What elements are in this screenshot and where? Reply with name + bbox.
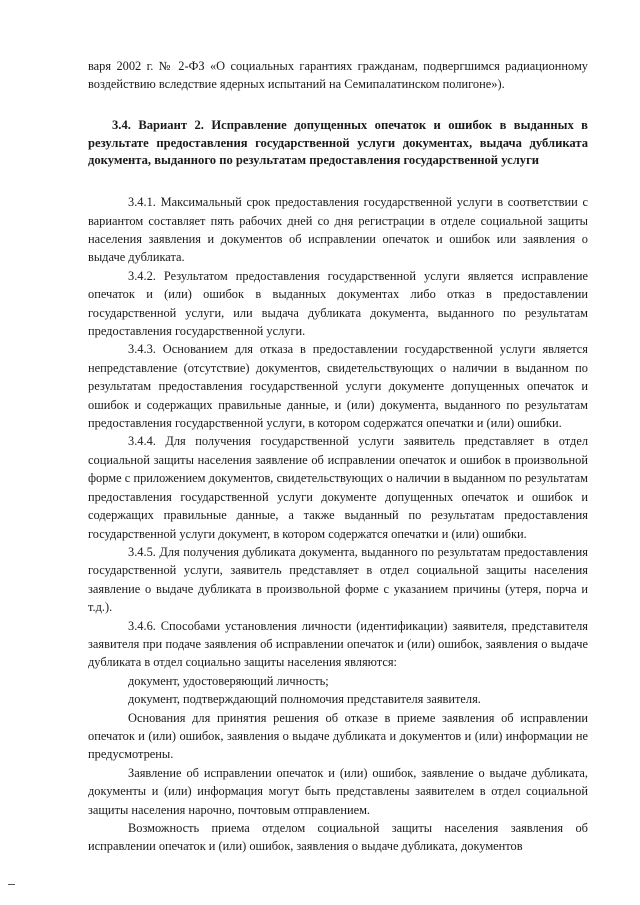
- paragraph-submission-methods: Заявление об исправлении опечаток и (или) ошибок, заявление о выдаче дубликата, документы и (или) информация могут быть представлены заявителем в отдел социальной защиты населения нарочно, почтовым отправлением.: [88, 765, 588, 817]
- list-item-authority-document: документ, подтверждающий полномочия представителя заявителя.: [128, 692, 481, 707]
- list-item-identity-document: документ, удостоверяющий личность;: [128, 673, 329, 688]
- paragraph-3-4-2: 3.4.2. Результатом предоставления государственной услуги является исправление опечаток и (или) ошибок в выданных документах либо отказ в предоставлении государственной услуги, или выдача дубликата документа, выданного по результатам предоставления государственной услуги.: [88, 268, 588, 339]
- paragraph-3-4-6: 3.4.6. Способами установления личности (идентификации) заявителя, представителя заявителя при подаче заявления об исправлении опечаток и (или) ошибок, заявления о выдаче дубликата в отдел социально защиты населения являются:: [88, 618, 588, 670]
- page-edge-mark: [8, 884, 15, 885]
- paragraph-acceptance-possibility: Возможность приема отделом социальной защиты населения заявления об исправлении опечаток и (или) ошибок, заявления о выдаче дубликата, документов: [88, 821, 588, 854]
- paragraph-3-4-3: 3.4.3. Основанием для отказа в предоставлении государственной услуги является непредставление (отсутствие) документов, свидетельствующих о наличии в выданном по результатам предоставления государственной услуги документе допущенных опечаток и ошибок и содержащих правильные данные, и (или) документа, выданного по результатам предоставления государственной услуги, в котором содержатся опечатки и (или) ошибки.: [88, 342, 588, 431]
- paragraph-3-4-4: 3.4.4. Для получения государственной услуги заявитель представляет в отдел социальной защиты населения заявление об исправлении опечаток и ошибок в произвольной форме с приложением документов, свидетельствующих о наличии в выданном по результатам предоставления государственной услуги документе допущенных опечаток и ошибок и содержащих правильные данные, а также выданный по результатам предоставления государственной услуги документ, в котором содержатся опечатки и (или) ошибки.: [88, 434, 588, 541]
- document-page: [88, 57, 588, 856]
- intro-paragraph: варя 2002 г. № 2-ФЗ «О социальных гарантиях гражданам, подвергшимся радиационному воздействию вследствие ядерных испытаний на Семипалатинском полигоне»).: [88, 59, 588, 92]
- paragraph-3-4-1: 3.4.1. Максимальный срок предоставления государственной услуги в соответствии с вариантом составляет пять рабочих дней со дня регистрации в отделе социальной защиты населения заявления и документов об исправлении опечаток и ошибок или заявления о выдаче дубликата.: [88, 195, 588, 265]
- section-heading: 3.4. Вариант 2. Исправление допущенных опечаток и ошибок в выданных в результате предоставления государственной услуги документах, выдача дубликата документа, выданного по результатам предоставления государственной услуги: [88, 117, 588, 168]
- paragraph-refusal-grounds: Основания для принятия решения об отказе в приеме заявления об исправлении опечаток и (или) ошибок, заявления о выдаче дубликата и документов и (или) информации не предусмотрены.: [88, 710, 588, 762]
- paragraph-3-4-5: 3.4.5. Для получения дубликата документа, выданного по результатам предоставления государственной услуги, заявитель представляет в отдел социальной защиты населения заявление о выдаче дубликата в произвольной форме с указанием причины (утеря, порча и т.д.).: [88, 544, 588, 615]
